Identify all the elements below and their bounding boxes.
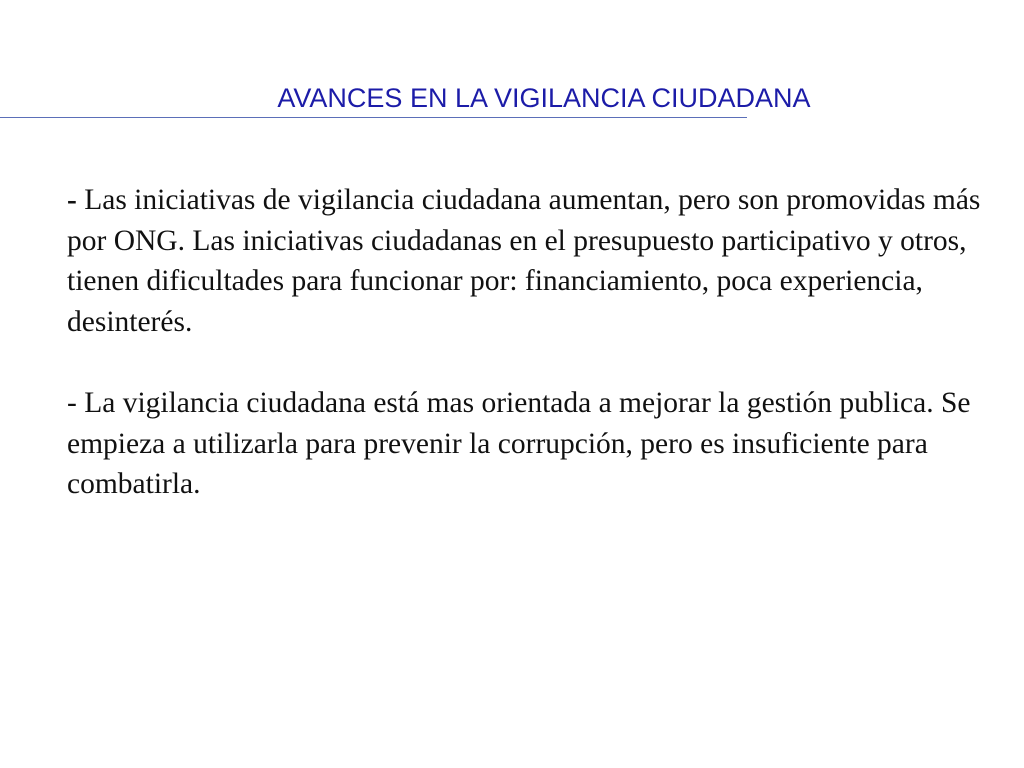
bullet-marker: - <box>67 184 77 216</box>
paragraph-2 <box>67 383 997 505</box>
bullet-marker: - <box>67 387 77 419</box>
paragraph-text: La vigilancia ciudadana está mas orientada a mejorar la gestión publica. Se empieza a utilizarla para prevenir la corrupción, pero es insuficiente para combatirla. <box>67 387 971 500</box>
paragraph-1 <box>67 180 997 342</box>
slide-title: AVANCES EN LA VIGILANCIA CIUDADANA <box>277 83 811 113</box>
paragraph-text: Las iniciativas de vigilancia ciudadana aumentan, pero son promovidas más por ONG. Las iniciativas ciudadanas en el presupuesto participativo y otros, tienen dificultades para funcionar por: financiamiento, poca experiencia, desinterés. <box>67 184 981 338</box>
title-underline-divider <box>0 117 747 118</box>
slide-body <box>67 180 997 505</box>
